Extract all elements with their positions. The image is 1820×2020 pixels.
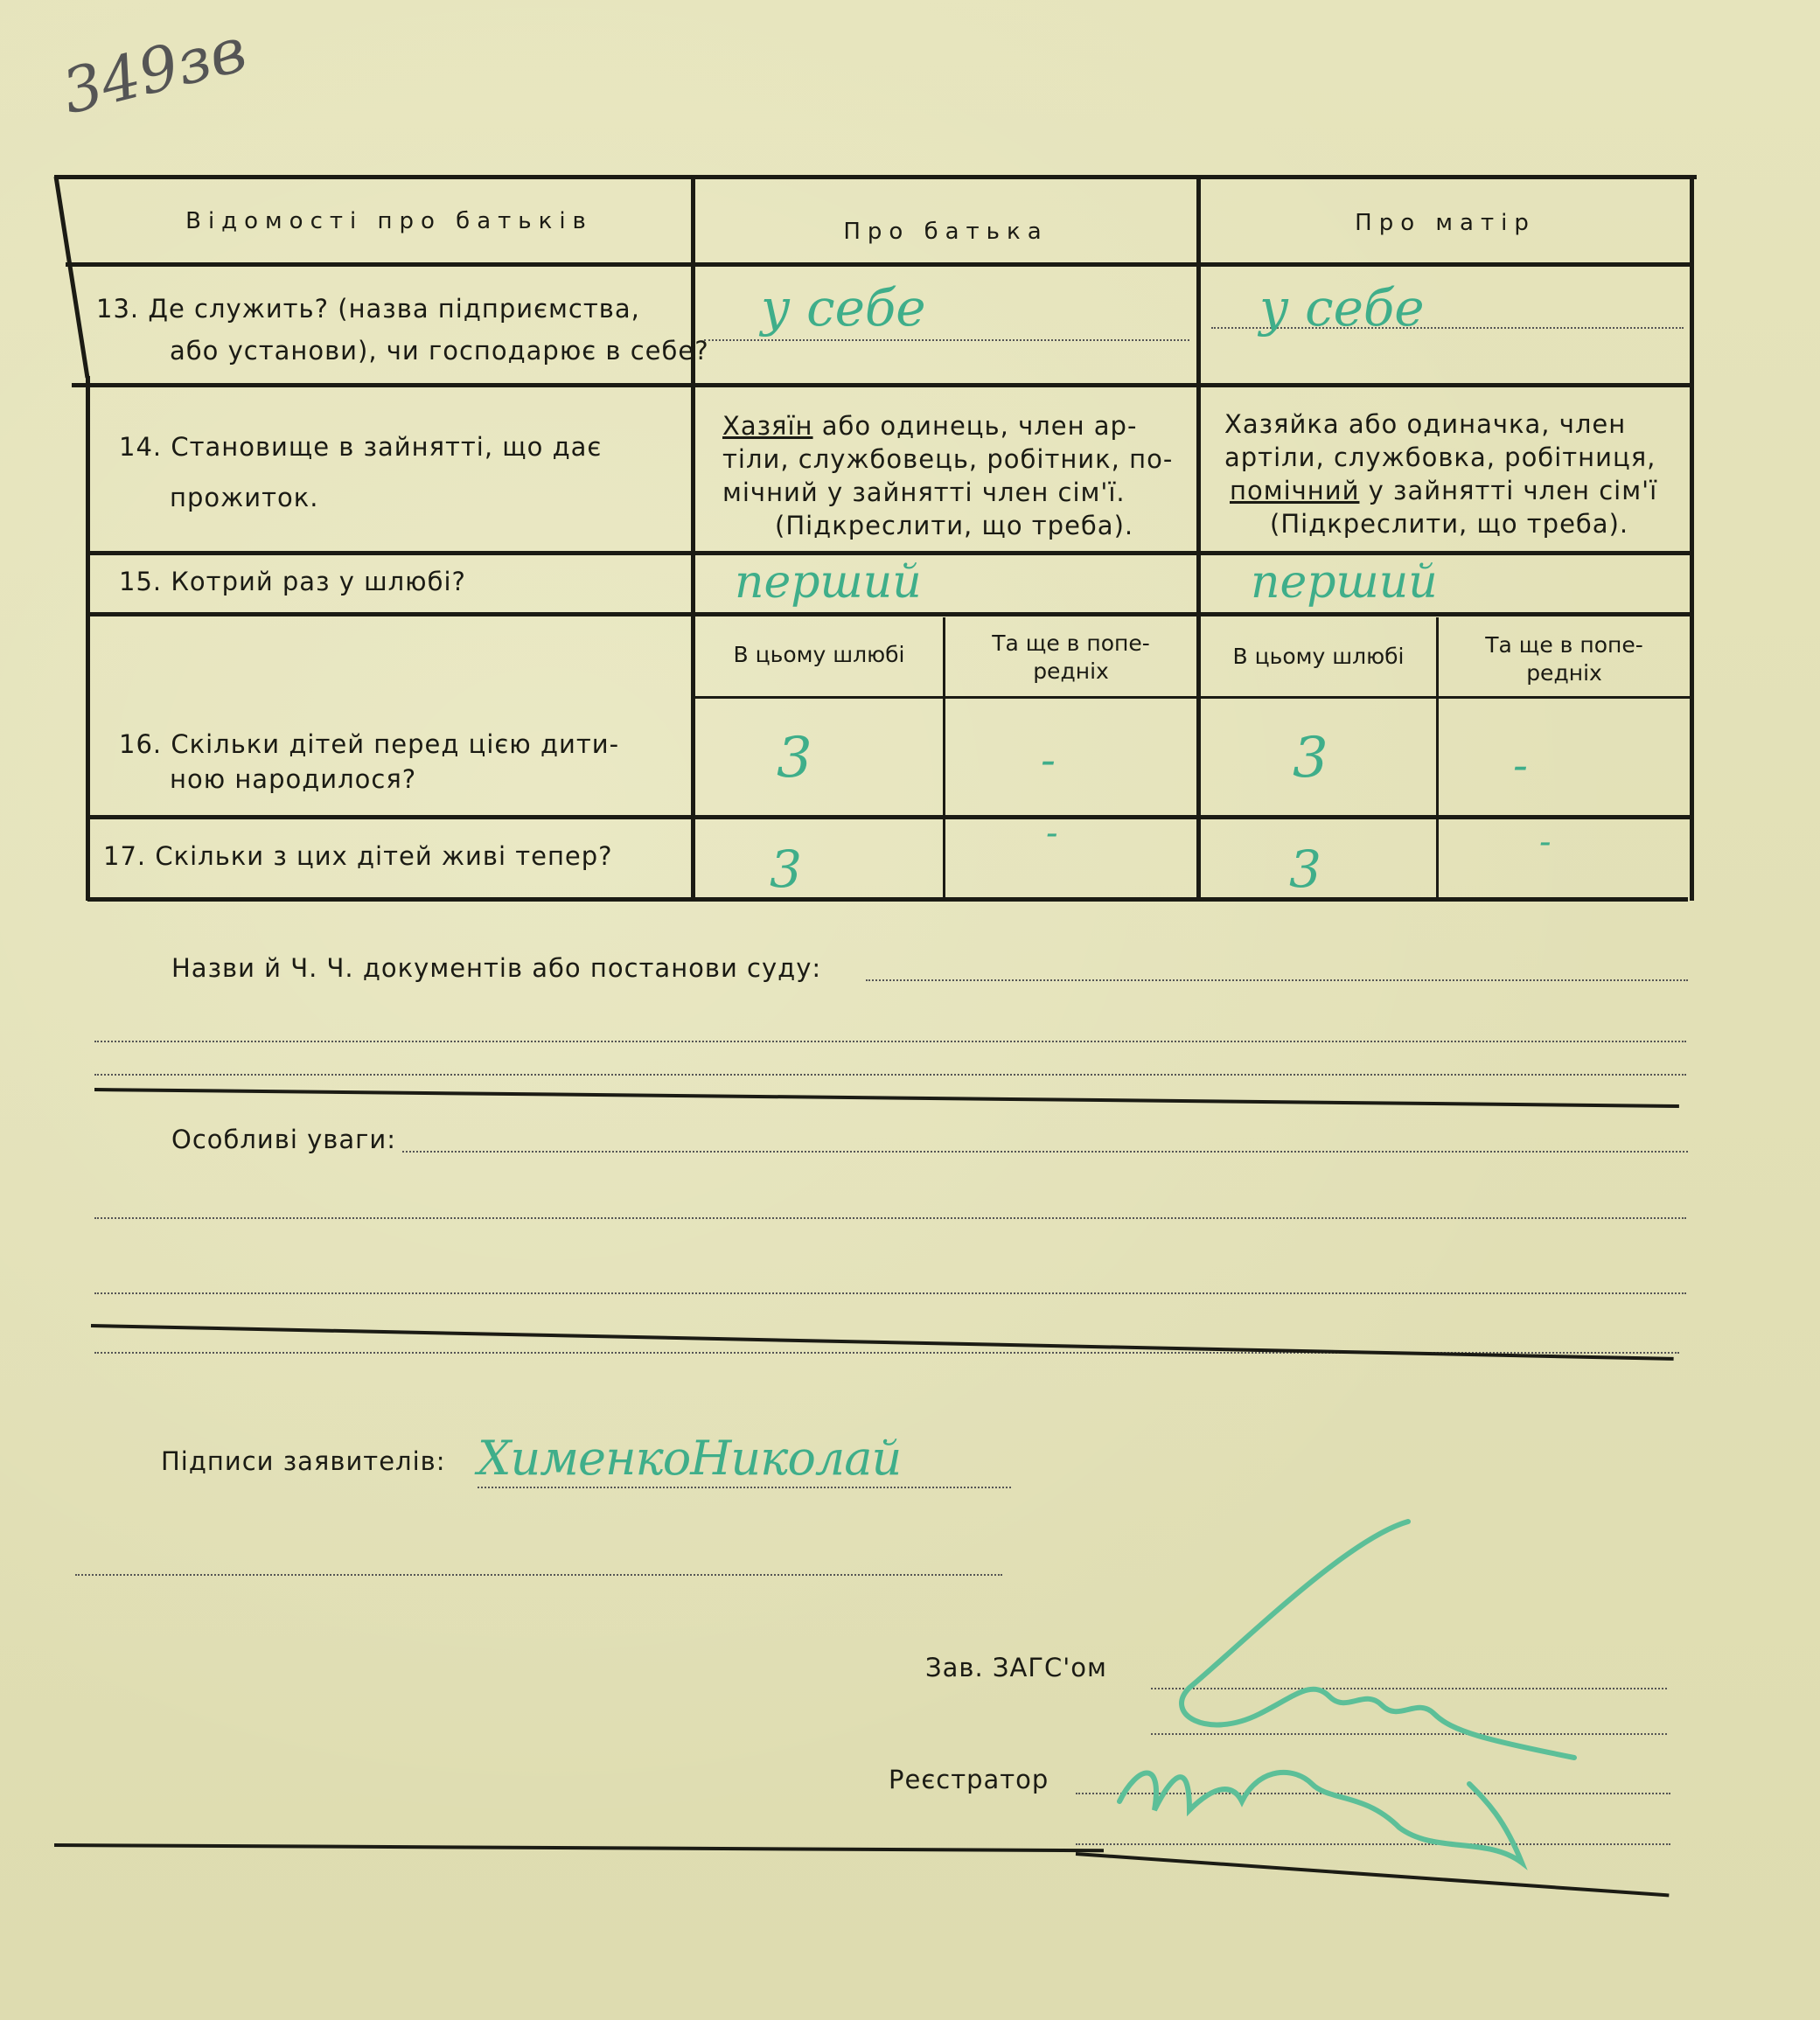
- q14-father-line2: тіли, службовець, робітник, по-: [722, 444, 1174, 474]
- notes-label: Особливі уваги:: [171, 1125, 397, 1154]
- q14-father-underlined-word: Хазяїн: [722, 411, 813, 441]
- applicant-signature: ХименкоНиколай: [478, 1431, 902, 1486]
- archive-number: 349зв: [55, 13, 254, 129]
- subheader-mother-previous-line2: редніх: [1526, 660, 1602, 686]
- header-mother: Про матір: [1355, 210, 1536, 236]
- q17-mother-this: 3: [1289, 839, 1321, 899]
- q15-mother-answer: перший: [1251, 556, 1438, 609]
- q13-mother-answer: у себе: [1259, 278, 1425, 338]
- q14-mother-underlined-word: помічний: [1230, 476, 1360, 505]
- q14-mother-line2: артіли, службовка, робітниця,: [1224, 442, 1656, 472]
- subheader-mother-this-marriage: В цьому шлюбі: [1232, 644, 1405, 669]
- q13-label-line2: або установи), чи господарює в себе?: [170, 336, 709, 366]
- q14-label-line2: прожиток.: [170, 483, 319, 512]
- q14-mother-line4: (Підкреслити, що треба).: [1270, 509, 1629, 539]
- q15-label: 15. Котрий раз у шлюбі?: [119, 567, 466, 596]
- head-of-registry-label: Зав. ЗАГС'ом: [925, 1653, 1107, 1682]
- subheader-father-previous-line1: Та ще в попе-: [992, 630, 1150, 656]
- q17-father-this: 3: [770, 839, 802, 899]
- subheader-mother-previous-line1: Та ще в попе-: [1485, 632, 1643, 658]
- q16-mother-previous: -: [1513, 740, 1528, 791]
- q16-label-line2: ною народилося?: [170, 764, 417, 794]
- q16-label-line1: 16. Скільки дітей перед цією дити-: [119, 729, 620, 759]
- q17-father-previous: -: [1046, 813, 1058, 853]
- subheader-father-this-marriage: В цьому шлюбі: [733, 642, 905, 667]
- q14-label-line1: 14. Становище в зайнятті, що дає: [119, 432, 603, 462]
- q14-father-line4: (Підкреслити, що треба).: [775, 511, 1134, 540]
- q14-mother-line1: Хазяйка або одиначка, член: [1224, 409, 1627, 439]
- q13-father-answer: у себе: [761, 278, 926, 338]
- signatures-label: Підписи заявителів:: [161, 1446, 446, 1476]
- documents-label: Назви й Ч. Ч. документів або постанови суду:: [171, 953, 822, 983]
- q14-mother-line3-rest: у зайнятті член сім'ї: [1368, 476, 1658, 505]
- q14-father-line3: мічний у зайнятті член сім'ї.: [722, 477, 1126, 507]
- q16-father-this: 3: [777, 726, 812, 791]
- q14-father-line1-rest: або одинець, член ар-: [821, 411, 1138, 441]
- subheader-father-previous-line2: редніх: [1033, 658, 1109, 684]
- header-father: Про батька: [843, 219, 1049, 245]
- registrar-label: Реєстратор: [889, 1765, 1049, 1794]
- header-parents-info: Відомості про батьків: [185, 208, 593, 234]
- q17-mother-previous: -: [1539, 822, 1552, 862]
- q17-label: 17. Скільки з цих дітей живі тепер?: [103, 841, 613, 871]
- q15-father-answer: перший: [735, 556, 922, 609]
- q16-mother-this: 3: [1293, 726, 1328, 791]
- q13-label-line1: 13. Де служить? (назва підприємства,: [96, 294, 640, 324]
- q16-father-previous: -: [1041, 735, 1056, 785]
